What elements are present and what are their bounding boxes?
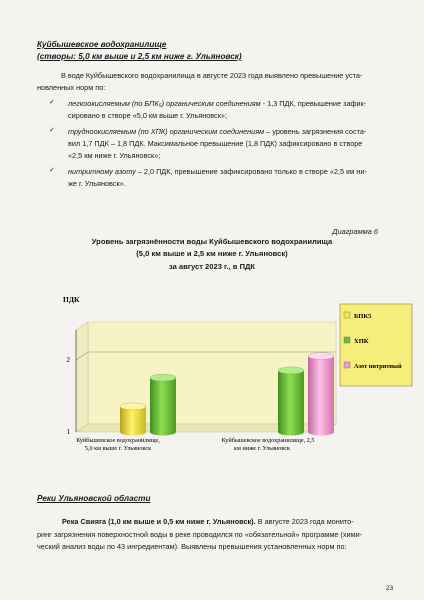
legend-swatch-bpk5 (344, 312, 350, 318)
category-label-1-line-2: 5,0 км выше г. Ульяновск (84, 445, 152, 452)
bullet-1-line-2: сировано в створе «5,0 км выше г. Ульяновск»; (68, 111, 228, 120)
page-number: 23 (386, 585, 394, 592)
river-paragraph-line-3: ческий анализ воды по 43 ингредиентам). Выявлены превышения установленных норм по: (37, 542, 347, 551)
bar-бпк5-cat1 (120, 403, 146, 436)
bullet-1-line-1 (68, 98, 366, 109)
y-axis-label: ПДК (63, 295, 80, 304)
bullet-2-line-2: вил 1,7 ПДК – 1,8 ПДК. Максимальное превышение (1,8 ПДК) зафиксировано в створе (68, 139, 363, 148)
checkmark-icon: ✓ (49, 127, 55, 134)
pollution-bar-chart (0, 284, 424, 484)
plot-side-wall (76, 322, 88, 432)
category-label-1-line-1: Куйбышевское водохранилище, (76, 437, 160, 444)
bar-хпк-cat2 (278, 367, 304, 436)
bar-body (150, 378, 176, 432)
chart-title-line-3: за август 2023 г., в ПДК (168, 262, 256, 271)
y-tick-1: 1 (66, 428, 70, 436)
bar-хпк-cat1 (150, 374, 176, 435)
y-tick-2: 2 (66, 356, 70, 364)
intro-line-2: новленных норм по: (37, 83, 106, 92)
bullet-1-rest: - 1,3 ПДК, превышение зафик- (260, 99, 367, 108)
legend-swatch-hpk (344, 337, 350, 343)
section-heading-reservoir: Куйбышевское водохранилище (37, 40, 167, 49)
bar-cap (150, 374, 176, 381)
bar-cap (120, 403, 146, 410)
legend-label-bpk5: БПК5 (354, 313, 372, 320)
legend-box (340, 304, 412, 386)
bar-body (308, 356, 334, 432)
bar-cap (278, 367, 304, 374)
legend-swatch-nitrite (344, 362, 350, 368)
chart-title-line-1: Уровень загрязнённости воды Куйбышевского водохранилища (91, 237, 333, 246)
checkmark-icon: ✓ (49, 167, 55, 174)
bullet-2-rest: – уровень загрязнения соста- (264, 127, 367, 136)
section-subheading-stations: (створы: 5,0 км выше и 2,5 км ниже г. Ульяновск) (37, 52, 242, 61)
bullet-2-line-1 (68, 126, 366, 137)
diagram-number-label: Диаграмма 6 (332, 227, 378, 236)
bullet-3-line-1 (68, 166, 367, 177)
checkmark-icon: ✓ (49, 99, 55, 106)
bullet-3-rest: – 2,0 ПДК, превышение зафиксировано только в створе «2,5 км ни- (135, 167, 367, 176)
section-heading-rivers: Реки Ульяновской области (37, 494, 151, 503)
river-paragraph-line-2: ринг загрязнения поверхностной воды в реке проводился по «обязательной» программе (хими- (37, 530, 363, 539)
bar-body (278, 370, 304, 432)
legend-label-nitrite: Азот нитритный (354, 363, 402, 370)
bar-cap (308, 353, 334, 360)
category-label-2-line-1: Куйбышевское водохранилище, 2,5 (221, 437, 315, 444)
bullet-2-line-3: «2,5 км ниже г. Ульяновск»; (68, 151, 161, 160)
bullet-3-line-2: же г. Ульяновск». (68, 179, 126, 188)
bullet-3-italic: нитритному азоту (68, 167, 136, 176)
legend-label-hpk: ХПК (354, 338, 369, 345)
chart-title-line-2: (5,0 км выше и 2,5 км ниже г. Ульяновск) (136, 249, 288, 258)
intro-line-1: В воде Куйбышевского водохранилища в августе 2023 года выявлено превышение уста- (61, 71, 363, 80)
river-name: Река Свияга (1,0 км выше и 0,5 км ниже г. Ульяновск). (62, 517, 256, 526)
river-paragraph-rest: В августе 2023 года монито- (255, 517, 354, 526)
category-label-2-line-2: км ниже г. Ульяновск (234, 445, 290, 452)
bullet-1-italic: легкоокисляемым (по БПК₅) органическим соединениям (68, 99, 261, 108)
river-paragraph-line-1 (62, 516, 354, 527)
bar-азот-нитритный-cat2 (308, 353, 334, 436)
bar-body (120, 406, 146, 432)
bullet-2-italic: трудноокисляемым (по ХПК) органическим соединениям (68, 127, 265, 136)
